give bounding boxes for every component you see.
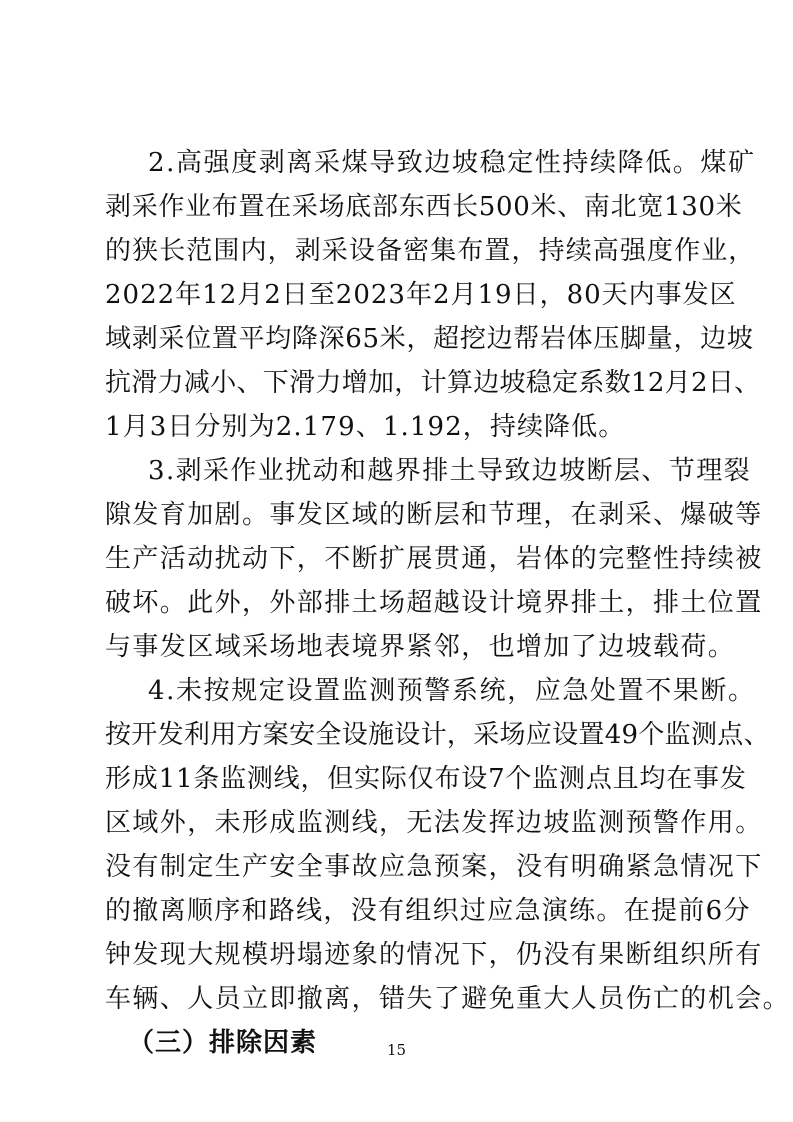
text-line: [0, 981, 793, 1029]
text-line: [0, 365, 793, 413]
line-text: 3.剥采作业扰动和越界排土导致边坡断层、节理裂: [148, 456, 752, 486]
line-text: 钟发现大规模坍塌迹象的情况下，仍没有果断组织所有: [105, 940, 763, 970]
text-line: [0, 541, 793, 589]
text-line: [0, 893, 793, 941]
text-line: [0, 145, 793, 193]
line-text: 剥采作业布置在采场底部东西长500米、南北宽130米: [105, 192, 743, 222]
section-heading-text: （三）排除因素: [128, 1028, 318, 1058]
line-text: 破坏。此外，外部排土场超越设计境界排土，排土位置: [105, 588, 763, 618]
text-line: [0, 277, 793, 325]
line-text: 4.未按规定设置监测预警系统，应急处置不果断。: [148, 676, 756, 706]
text-line: [0, 585, 793, 633]
text-line: [0, 805, 793, 853]
line-text: 形成11条监测线，但实际仅布设7个监测点且均在事发: [105, 764, 747, 794]
line-text: 的狭长范围内，剥采设备密集布置，持续高强度作业，: [105, 236, 756, 266]
text-line: [0, 937, 793, 985]
line-text: 区域外，未形成监测线，无法发挥边坡监测预警作用。: [105, 808, 763, 838]
line-text: 车辆、人员立即撤离，错失了避免重大人员伤亡的机会。: [105, 984, 791, 1014]
text-line: [0, 409, 793, 457]
text-line: [0, 761, 793, 809]
line-text: 1月3日分别为2.179、1.192，持续降低。: [105, 412, 626, 442]
text-line: [0, 321, 793, 369]
text-line: [0, 497, 793, 545]
line-text: 域剥采位置平均降深65米，超挖边帮岩体压脚量，边坡: [105, 324, 754, 354]
page-number: 15: [386, 1041, 407, 1059]
line-text: 隙发育加剧。事发区域的断层和节理，在剥采、爆破等: [105, 500, 763, 530]
text-line: [0, 673, 793, 721]
text-line: [0, 189, 793, 237]
text-line: [0, 453, 793, 501]
line-text: 与事发区域采场地表境界紧邻，也增加了边坡载荷。: [105, 632, 736, 662]
line-text: 抗滑力减小、下滑力增加，计算边坡稳定系数12月2日、: [105, 368, 761, 398]
line-text: 没有制定生产安全事故应急预案，没有明确紧急情况下: [105, 852, 763, 882]
text-line: [0, 233, 793, 281]
text-line: [0, 849, 793, 897]
line-text: 2022年12月2日至2023年2月19日，80天内事发区: [105, 280, 737, 310]
line-text: 生产活动扰动下，不断扩展贯通，岩体的完整性持续被: [105, 544, 763, 574]
line-text: 按开发利用方案安全设施设计，采场应设置49个监测点、: [105, 720, 770, 750]
line-text: 的撤离顺序和路线，没有组织过应急演练。在提前6分: [105, 896, 751, 926]
line-text: 2.高强度剥离采煤导致边坡稳定性持续降低。煤矿: [148, 148, 756, 178]
text-line: [0, 629, 793, 677]
text-line: [0, 717, 793, 765]
